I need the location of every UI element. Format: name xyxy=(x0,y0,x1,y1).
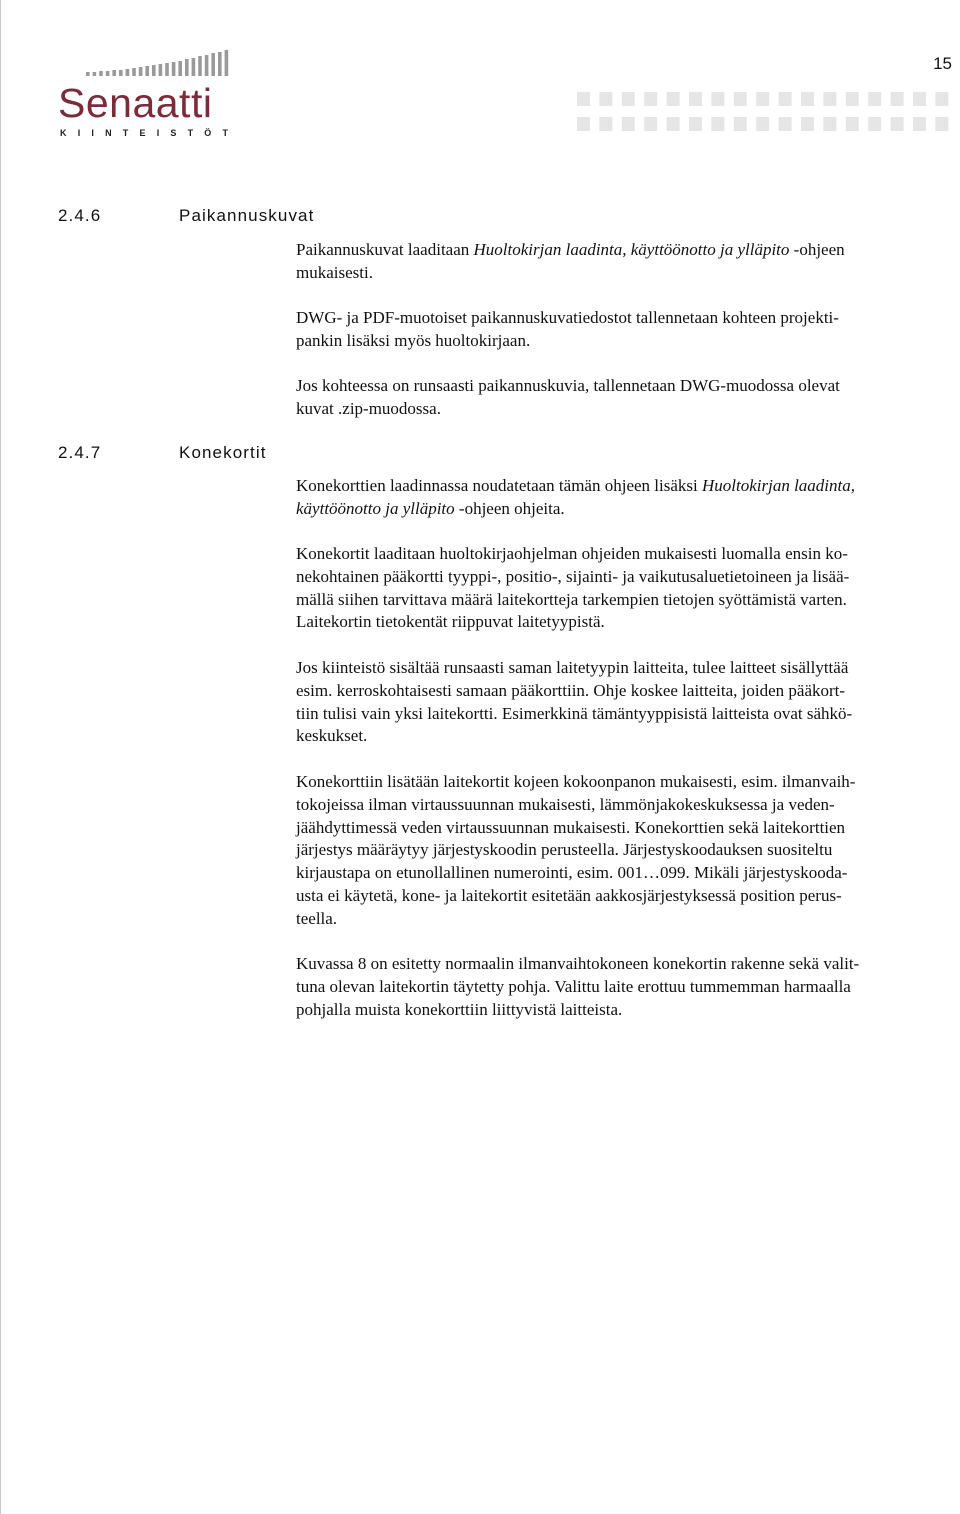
decorative-square xyxy=(913,117,926,131)
decorative-square xyxy=(711,92,724,106)
logo-bars-graphic xyxy=(86,48,236,76)
decorative-square xyxy=(689,92,702,106)
section-title: Konekortit xyxy=(179,443,267,462)
paragraph xyxy=(296,375,956,421)
paragraph xyxy=(296,239,956,285)
text-line: tokojeissa ilman virtaussuunnan mukaisesti, lämmönjakokeskuksessa ja veden- xyxy=(296,794,835,814)
decorative-square xyxy=(577,117,590,131)
decorative-square xyxy=(801,92,814,106)
section-heading-2-4-6 xyxy=(58,206,314,226)
logo-bar xyxy=(152,65,156,76)
decorative-square xyxy=(667,117,680,131)
logo-bar xyxy=(172,62,176,76)
logo-bar xyxy=(126,69,130,76)
logo-bar xyxy=(211,53,215,76)
paragraph xyxy=(296,543,956,634)
text-line: nekohtainen pääkortti tyyppi-, positio-, sijainti- ja vaikutusaluetietoineen ja lisää- xyxy=(296,566,850,586)
decorative-square xyxy=(891,92,904,106)
text-line: pohjalla muista konekorttiin liittyvistä laitteista. xyxy=(296,999,623,1019)
text-line: Konekorttien laadinnassa noudatetaan tämän ohjeen lisäksi Huoltokirjan laadinta, xyxy=(296,476,855,495)
logo-bar xyxy=(192,58,196,76)
logo-bar xyxy=(119,70,123,76)
decorative-square xyxy=(734,117,747,131)
text-line: Konekorttiin lisätään laitekortit kojeen kokoonpanon mukaisesti, esim. ilmanvaih- xyxy=(296,772,856,791)
logo-bar xyxy=(198,56,202,76)
decorative-square xyxy=(644,117,657,131)
paragraph xyxy=(296,657,956,748)
decorative-square xyxy=(801,117,814,131)
decorative-square xyxy=(846,117,859,131)
text-line: järjestys määräytyy järjestyskoodin perusteella. Järjestyskoodauksen suositeltu xyxy=(296,840,833,860)
page-number: 15 xyxy=(933,54,952,73)
decorative-square xyxy=(823,117,836,131)
text-line: tiin tulisi vain yksi laitekortti. Esimerkkinä tämäntyyppisistä laitteista ovat sähkö- xyxy=(296,703,853,723)
section-title: Paikannuskuvat xyxy=(179,206,315,225)
decorative-square xyxy=(935,92,948,106)
decorative-square xyxy=(846,92,859,106)
text-line: Jos kiinteistö sisältää runsaasti saman laitetyypin laitteita, tulee laitteet sisällyttää xyxy=(296,658,849,677)
logo-subtitle: KIINTEISTÖT xyxy=(60,128,240,138)
decorative-square xyxy=(756,117,769,131)
logo-bar xyxy=(185,59,189,76)
decorative-square xyxy=(689,117,702,131)
decorative-square xyxy=(599,117,612,131)
paragraph xyxy=(296,771,956,931)
logo-bar xyxy=(178,61,182,76)
text-line: kirjaustapa on etunollallinen numerointi, esim. 001…099. Mikäli järjestyskooda- xyxy=(296,863,848,883)
text-line: pankin lisäksi myös huoltokirjaan. xyxy=(296,330,531,350)
paragraph xyxy=(296,475,956,521)
decorative-square xyxy=(868,92,881,106)
logo-bar xyxy=(225,50,229,76)
logo-bar xyxy=(165,63,169,76)
decorative-square xyxy=(711,117,724,131)
decorative-square xyxy=(644,92,657,106)
decorative-square xyxy=(823,92,836,106)
logo-bar xyxy=(205,55,209,76)
logo-bar xyxy=(106,71,110,76)
logo-wordmark: Senaatti xyxy=(58,80,213,126)
paragraph xyxy=(296,953,956,1021)
text-line: Laitekortin tietokentät riippuvat laitetyypistä. xyxy=(296,612,605,632)
paragraph xyxy=(296,307,956,353)
logo-bar xyxy=(112,70,116,76)
decorative-square-pattern xyxy=(577,92,957,134)
text-line: mällä siihen tarvittava määrä laitekortteja tarkempien tietojen syöttämistä varten. xyxy=(296,589,847,609)
text-line: Konekortit laaditaan huoltokirjaohjelman ohjeiden mukaisesti luomalla ensin ko- xyxy=(296,544,848,563)
text-line: jäähdyttimessä veden virtaussuunnan mukaisesti. Konekorttien sekä laitekorttien xyxy=(296,817,846,837)
section-number: 2.4.6 xyxy=(58,206,102,225)
text-line: tuna olevan laitekortin täytetty pohja. Valittu laite erottuu tummemman harmaalla xyxy=(296,976,851,996)
text-line: Kuvassa 8 on esitetty normaalin ilmanvaihtokoneen konekortin rakenne sekä valit- xyxy=(296,954,860,973)
text-line: mukaisesti. xyxy=(296,262,373,282)
decorative-square xyxy=(599,92,612,106)
senaatti-logo xyxy=(58,48,238,148)
decorative-square xyxy=(667,92,680,106)
logo-bar xyxy=(93,72,97,76)
decorative-square xyxy=(622,92,635,106)
logo-bar xyxy=(139,67,143,76)
section-heading-2-4-7 xyxy=(58,443,267,463)
decorative-square xyxy=(779,92,792,106)
decorative-square xyxy=(756,92,769,106)
decorative-square xyxy=(935,117,948,131)
text-line: keskukset. xyxy=(296,726,368,746)
decorative-square xyxy=(577,92,590,106)
section-number: 2.4.7 xyxy=(58,443,102,462)
logo-bar xyxy=(86,72,90,76)
text-line: esim. kerroskohtaisesti samaan pääkorttiin. Ohje koskee laitteita, joiden pääkort- xyxy=(296,680,846,700)
logo-bar xyxy=(99,71,103,76)
logo-bar xyxy=(218,52,222,76)
text-line: kuvat .zip-muodossa. xyxy=(296,398,441,418)
logo-bar xyxy=(145,66,149,76)
decorative-square xyxy=(868,117,881,131)
text-line: Paikannuskuvat laaditaan Huoltokirjan laadinta, käyttöönotto ja ylläpito -ohjeen xyxy=(296,240,845,259)
decorative-square xyxy=(913,92,926,106)
decorative-square xyxy=(622,117,635,131)
text-line: käyttöönotto ja ylläpito -ohjeen ohjeita. xyxy=(296,498,565,518)
logo-bar xyxy=(159,64,163,76)
text-line: usta ei käytetä, kone- ja laitekortit esitetään aakkosjärjestyksessä position perus- xyxy=(296,885,842,905)
text-line: Jos kohteessa on runsaasti paikannuskuvia, tallennetaan DWG-muodossa olevat xyxy=(296,376,840,395)
decorative-square xyxy=(779,117,792,131)
decorative-square xyxy=(891,117,904,131)
page-border xyxy=(0,0,1,1514)
text-line: teella. xyxy=(296,908,338,928)
text-line: DWG- ja PDF-muotoiset paikannuskuvatiedostot tallennetaan kohteen projekti- xyxy=(296,308,839,327)
decorative-square xyxy=(734,92,747,106)
logo-bar xyxy=(132,68,136,76)
